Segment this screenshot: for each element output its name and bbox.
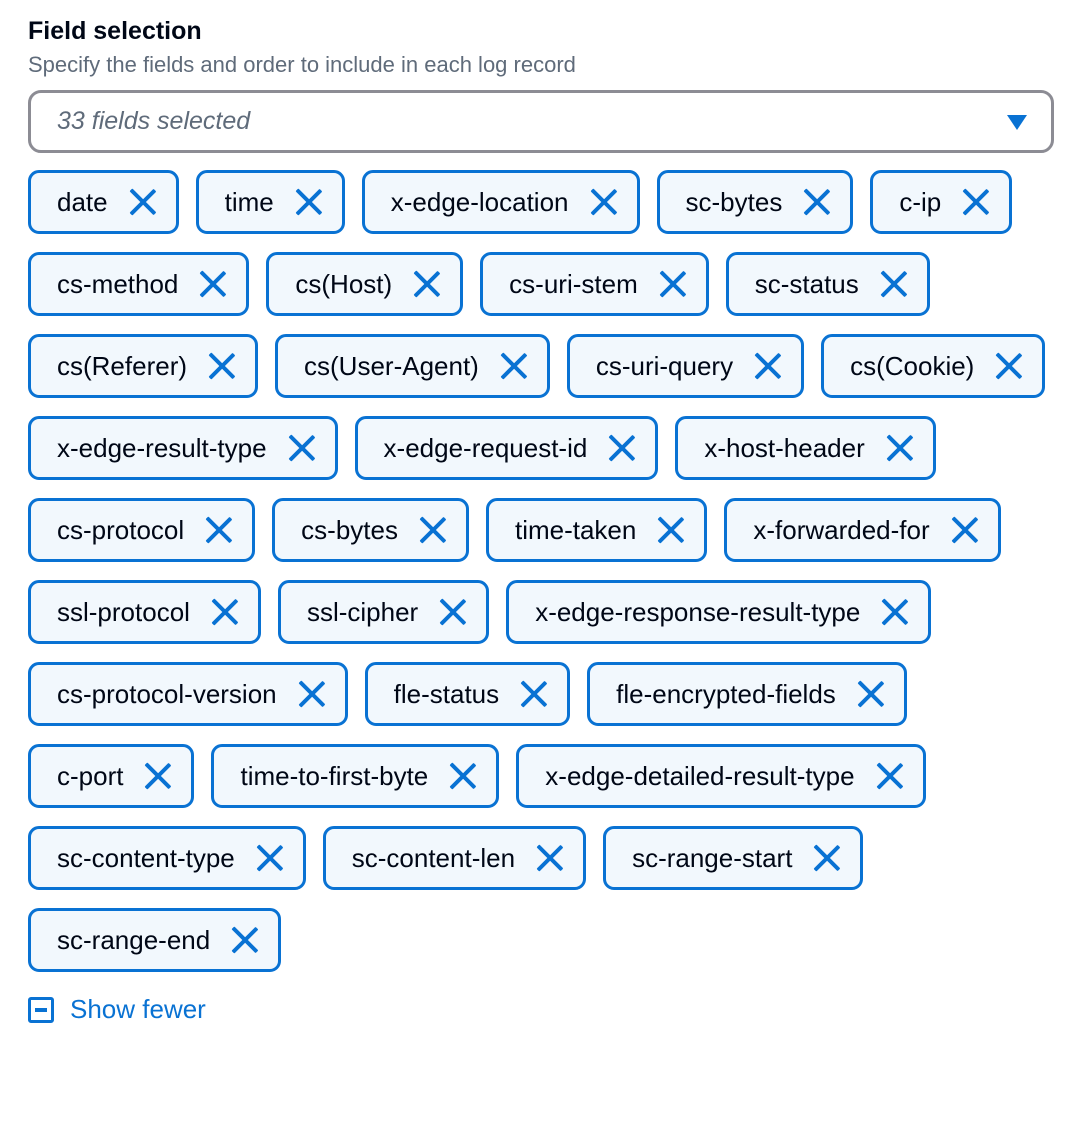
- close-icon[interactable]: [885, 433, 915, 463]
- token: [28, 826, 306, 890]
- token-label: x-edge-location: [390, 186, 569, 217]
- token: [28, 744, 194, 808]
- token: [486, 498, 707, 562]
- close-icon[interactable]: [204, 515, 234, 545]
- token: [675, 416, 935, 480]
- collapse-minus-icon: [28, 997, 54, 1023]
- field-selection-label: Field selection: [28, 17, 202, 45]
- fields-multiselect[interactable]: [28, 90, 1054, 153]
- token: [362, 170, 640, 234]
- close-icon[interactable]: [230, 925, 260, 955]
- token-label: cs-protocol: [57, 514, 185, 545]
- token-label: c-ip: [899, 186, 942, 217]
- fields-multiselect-value: 33 fields selected: [57, 107, 251, 135]
- token: [28, 334, 258, 398]
- token-label: cs-uri-stem: [509, 268, 638, 299]
- token: [567, 334, 804, 398]
- close-icon[interactable]: [448, 761, 478, 791]
- field-selection-section: [28, 14, 1054, 1025]
- token: [272, 498, 469, 562]
- close-icon[interactable]: [994, 351, 1024, 381]
- token-label: c-port: [57, 760, 124, 791]
- token-label: cs(Host): [295, 268, 393, 299]
- caret-down-icon[interactable]: [1007, 115, 1027, 130]
- token: [516, 744, 925, 808]
- token: [28, 908, 281, 972]
- token-label: date: [57, 186, 108, 217]
- close-icon[interactable]: [950, 515, 980, 545]
- token: [355, 416, 659, 480]
- close-icon[interactable]: [856, 679, 886, 709]
- close-icon[interactable]: [802, 187, 832, 217]
- close-icon[interactable]: [753, 351, 783, 381]
- token-label: sc-bytes: [685, 186, 783, 217]
- token: [28, 498, 255, 562]
- token: [278, 580, 489, 644]
- token: [323, 826, 586, 890]
- close-icon[interactable]: [418, 515, 448, 545]
- token-label: sc-content-len: [351, 842, 516, 873]
- close-icon[interactable]: [961, 187, 991, 217]
- token-label: x-edge-response-result-type: [535, 596, 861, 627]
- token: [587, 662, 907, 726]
- close-icon[interactable]: [812, 843, 842, 873]
- close-icon[interactable]: [589, 187, 619, 217]
- token-label: fle-status: [393, 678, 500, 709]
- token-label: cs(Referer): [57, 350, 188, 381]
- close-icon[interactable]: [255, 843, 285, 873]
- close-icon[interactable]: [198, 269, 228, 299]
- token: [870, 170, 1012, 234]
- token-label: time-taken: [514, 514, 637, 545]
- close-icon[interactable]: [287, 433, 317, 463]
- token-label: ssl-protocol: [57, 596, 190, 627]
- token-label: cs-bytes: [301, 514, 398, 545]
- token-label: x-edge-detailed-result-type: [545, 760, 855, 791]
- close-icon[interactable]: [294, 187, 324, 217]
- close-icon[interactable]: [412, 269, 442, 299]
- close-icon[interactable]: [128, 187, 158, 217]
- token: [266, 252, 463, 316]
- token: [480, 252, 709, 316]
- token-label: x-edge-result-type: [57, 432, 267, 463]
- token-label: cs-uri-query: [595, 350, 734, 381]
- close-icon[interactable]: [210, 597, 240, 627]
- close-icon[interactable]: [880, 597, 910, 627]
- close-icon[interactable]: [607, 433, 637, 463]
- close-icon[interactable]: [143, 761, 173, 791]
- close-icon[interactable]: [519, 679, 549, 709]
- token: [603, 826, 863, 890]
- token-label: time-to-first-byte: [240, 760, 429, 791]
- close-icon[interactable]: [658, 269, 688, 299]
- token: [506, 580, 931, 644]
- close-icon[interactable]: [535, 843, 565, 873]
- field-selection-description: Specify the fields and order to include in each log record: [28, 52, 576, 77]
- token-label: cs-protocol-version: [57, 678, 277, 709]
- token-label: fle-encrypted-fields: [616, 678, 836, 709]
- close-icon[interactable]: [499, 351, 529, 381]
- token: [821, 334, 1045, 398]
- close-icon[interactable]: [207, 351, 237, 381]
- close-icon[interactable]: [438, 597, 468, 627]
- show-fewer-label: Show fewer: [70, 994, 206, 1024]
- token: [724, 498, 1000, 562]
- token: [28, 170, 179, 234]
- close-icon[interactable]: [297, 679, 327, 709]
- token: [28, 580, 261, 644]
- token-label: cs(User-Agent): [304, 350, 479, 381]
- close-icon[interactable]: [879, 269, 909, 299]
- token-label: cs(Cookie): [850, 350, 975, 381]
- token-label: sc-range-end: [57, 924, 211, 955]
- close-icon[interactable]: [875, 761, 905, 791]
- token: [196, 170, 345, 234]
- show-fewer-button[interactable]: [28, 994, 206, 1025]
- token-label: sc-status: [754, 268, 859, 299]
- token-label: sc-range-start: [632, 842, 793, 873]
- token-label: x-forwarded-for: [753, 514, 930, 545]
- token-label: x-host-header: [704, 432, 865, 463]
- token: [28, 662, 348, 726]
- token-label: sc-content-type: [57, 842, 235, 873]
- token: [28, 416, 338, 480]
- token: [28, 252, 249, 316]
- token: [275, 334, 550, 398]
- token: [365, 662, 571, 726]
- token: [726, 252, 930, 316]
- token-label: time: [224, 186, 274, 217]
- token: [657, 170, 854, 234]
- token-label: cs-method: [57, 268, 179, 299]
- close-icon[interactable]: [656, 515, 686, 545]
- token-group: [28, 170, 1054, 972]
- token: [211, 744, 499, 808]
- token-label: ssl-cipher: [306, 596, 419, 627]
- token-label: x-edge-request-id: [383, 432, 588, 463]
